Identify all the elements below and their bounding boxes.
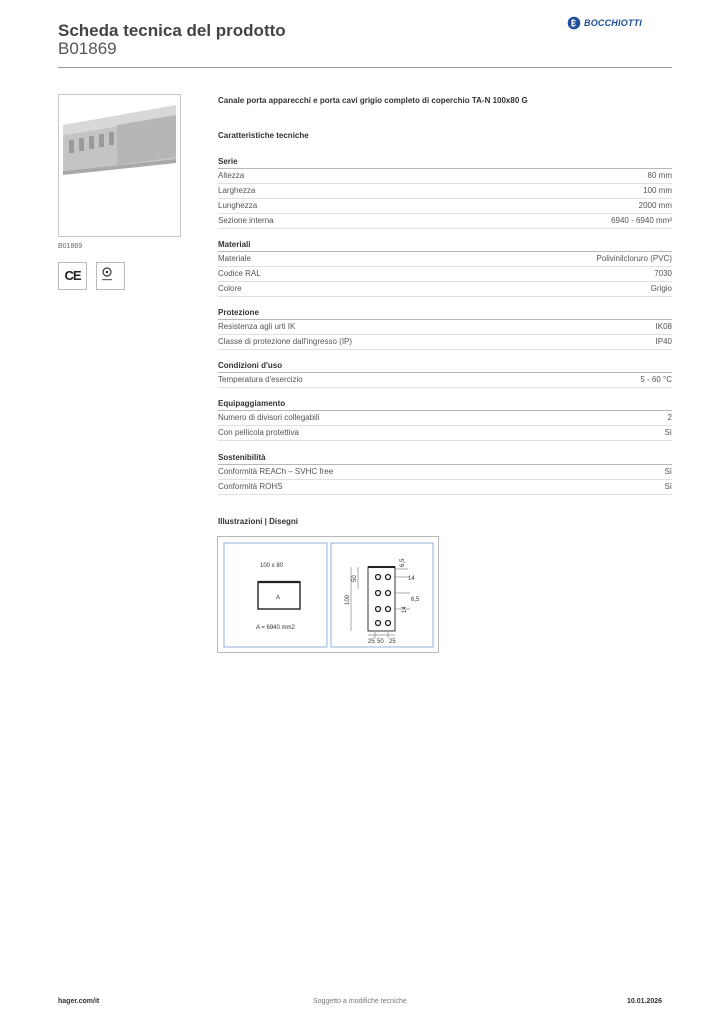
spec-row: Conformità REACh – SVHC free Sì [218,465,672,480]
dim-label-right-3: 6,5 [411,597,420,603]
spec-row: Con pellicola protettiva Sì [218,426,672,441]
spec-row: Classe di protezione dall'ingresso (IP) IP40 [218,335,672,350]
spec-row: Numero di divisori collegabili 2 [218,411,672,426]
dim-label-right-4: 14 [402,606,408,613]
footer-date: 10.01.2026 [627,998,663,1005]
dim-label-100: 100 [345,594,351,605]
section-equipaggiamento [218,397,672,441]
spec-row: Altezza 80 mm [218,169,672,184]
section-sostenibilita [218,451,672,495]
section-serie [218,155,672,229]
illustrations-heading: Illustrazioni | Disegni [218,517,299,526]
technical-drawing [217,536,439,653]
section-title: Serie [218,155,672,169]
image-caption: B01869 [58,243,83,250]
dim-label-50: 50 [352,575,358,582]
product-code: B01869 [58,39,117,58]
section-protezione [218,306,672,350]
spec-row: Conformità ROHS Sì [218,480,672,495]
section-dims-label: 100 x 80 [260,563,284,569]
spec-row: Codice RAL 7030 [218,267,672,282]
dim-label-right-1: 6,5 [400,558,406,567]
spec-row: Larghezza 100 mm [218,184,672,199]
brand-logo [567,14,659,32]
section-condizioni-uso [218,359,672,388]
section-letter: A [276,595,281,601]
footer-note: Soggetto a modifiche tecniche [313,998,407,1005]
spec-row: Lunghezza 2000 mm [218,199,672,214]
dim-label-bottom-3: 25 [389,639,396,645]
section-title: Sostenibilità [218,451,672,465]
section-title: Condizioni d'uso [218,359,672,373]
spec-row: Resistenza agli urti IK IK08 [218,320,672,335]
spec-row: Temperatura d'esercizio 5 - 60 °C [218,373,672,388]
brand-name: BOCCHIOTTI [584,18,642,28]
product-image [58,94,181,237]
product-description: Canale porta apparecchi e porta cavi grigio completo di coperchio TA-N 100x80 G [218,96,528,105]
cable-duct-illustration [59,95,180,236]
spec-row: Colore Grigio [218,282,672,297]
section-title: Protezione [218,306,672,320]
spec-row: Materiale Polivinilcloruro (PVC) [218,252,672,267]
dim-label-bottom-1: 25 [368,639,375,645]
drawing-panels [218,537,438,652]
section-materiali [218,238,672,297]
dim-label-bottom-2: 50 [377,639,384,645]
dim-label-right-2: 14 [408,576,415,582]
section-area-label: A = 6940 mm2 [256,625,295,631]
header-divider [58,67,672,68]
footer-website[interactable]: hager.com/it [58,998,100,1005]
page-title: Scheda tecnica del prodotto [58,21,286,40]
section-title: Equipaggiamento [218,397,672,411]
characteristics-heading: Caratteristiche tecniche [218,131,309,140]
spec-row: Sezione interna 6940 - 6940 mm² [218,214,672,229]
imq-mark-icon [96,262,125,290]
section-title: Materiali [218,238,672,252]
bocchiotti-logo-icon [567,16,581,30]
ce-mark-icon: CE [58,262,87,290]
